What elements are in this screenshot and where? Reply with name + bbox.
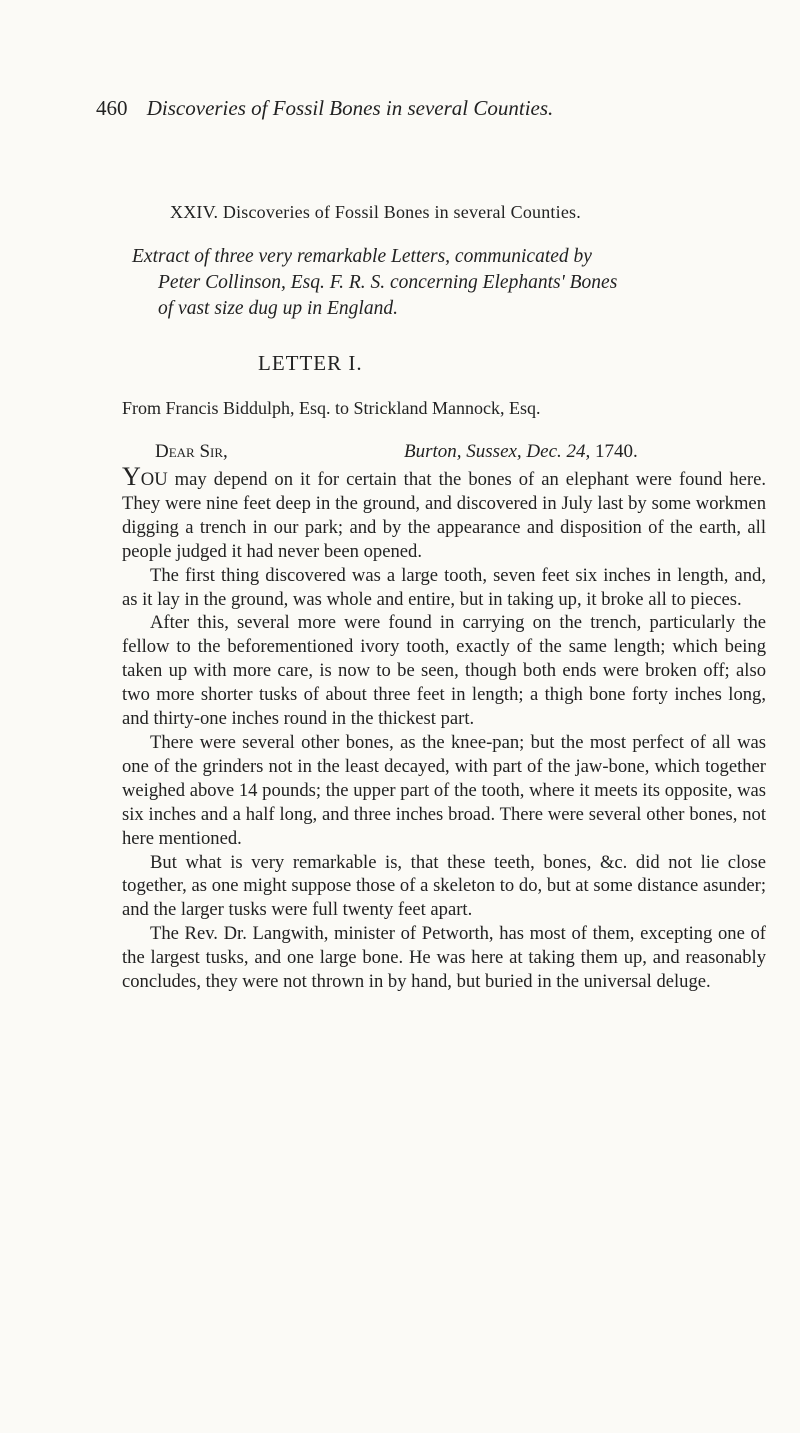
paragraph: There were several other bones, as the knee-pan; but the most perfect of all was one of the grinders not in the least decayed, with part of the jaw-bone, which together weighed above 14 pounds; the upper part of the tooth, where it meets its opposite, was six inches and a half long, and three inches broad. There were several other bones, not here mentioned.	[122, 731, 766, 849]
letter-place-date	[404, 441, 638, 463]
page-number: 460	[96, 96, 128, 120]
running-head-title: Discoveries of Fossil Bones in several Counties.	[146, 96, 554, 120]
paragraph	[122, 462, 766, 564]
paragraph: The Rev. Dr. Langwith, minister of Petworth, has most of them, excepting one of the largest tusks, and one large bone. He was here at taking them up, and reasonably concludes, they were not thrown in by hand, but buried in the universal deluge.	[122, 923, 766, 993]
extract-subtitle	[132, 244, 776, 322]
extract-line: Peter Collinson, Esq. F. R. S. concerning Elephants' Bones	[158, 272, 618, 293]
letter-place: Burton, Sussex, Dec. 24,	[404, 441, 591, 462]
paragraph: But what is very remarkable is, that these teeth, bones, &c. did not lie close together, as one might suppose those of a skeleton to do, but at some distance asunder; and the larger tusks were full twenty feet apart.	[122, 851, 766, 921]
letter-body	[122, 462, 766, 994]
paragraph-text: OU may depend on it for certain that the bones of an elephant were found here. They were nine feet deep in the ground, and discovered in July last by some workmen digging a trench in our park; and by the appearance and disposition of the earth, all people judged it had never been opened.	[122, 469, 766, 562]
article-title: XXIV. Discoveries of Fossil Bones in several Counties.	[170, 202, 581, 222]
paragraph: The first thing discovered was a large tooth, seven feet six inches in length, and, as it lay in the ground, was whole and entire, but in taking up, it broke all to pieces.	[122, 564, 766, 610]
letter-heading: LETTER I.	[258, 351, 363, 375]
drop-cap: Y	[122, 462, 141, 491]
paragraph: After this, several more were found in carrying on the trench, particularly the fellow to the beforementioned ivory tooth, exactly of the same length; which being taken up with more care, is now to be seen, though both ends were broken off; also two more shorter tusks of about three feet in length; a thigh bone forty inches long, and thirty-one inches round in the thickest part.	[122, 612, 766, 730]
letter-from-line: From Francis Biddulph, Esq. to Strickland Mannock, Esq.	[122, 398, 541, 418]
letter-year: 1740.	[595, 441, 638, 462]
letter-salutation: Dear Sir,	[155, 441, 228, 462]
extract-line: of vast size dug up in England.	[158, 298, 398, 319]
extract-line: Extract of three very remarkable Letters, communicated by	[132, 246, 592, 267]
running-head	[96, 96, 756, 121]
